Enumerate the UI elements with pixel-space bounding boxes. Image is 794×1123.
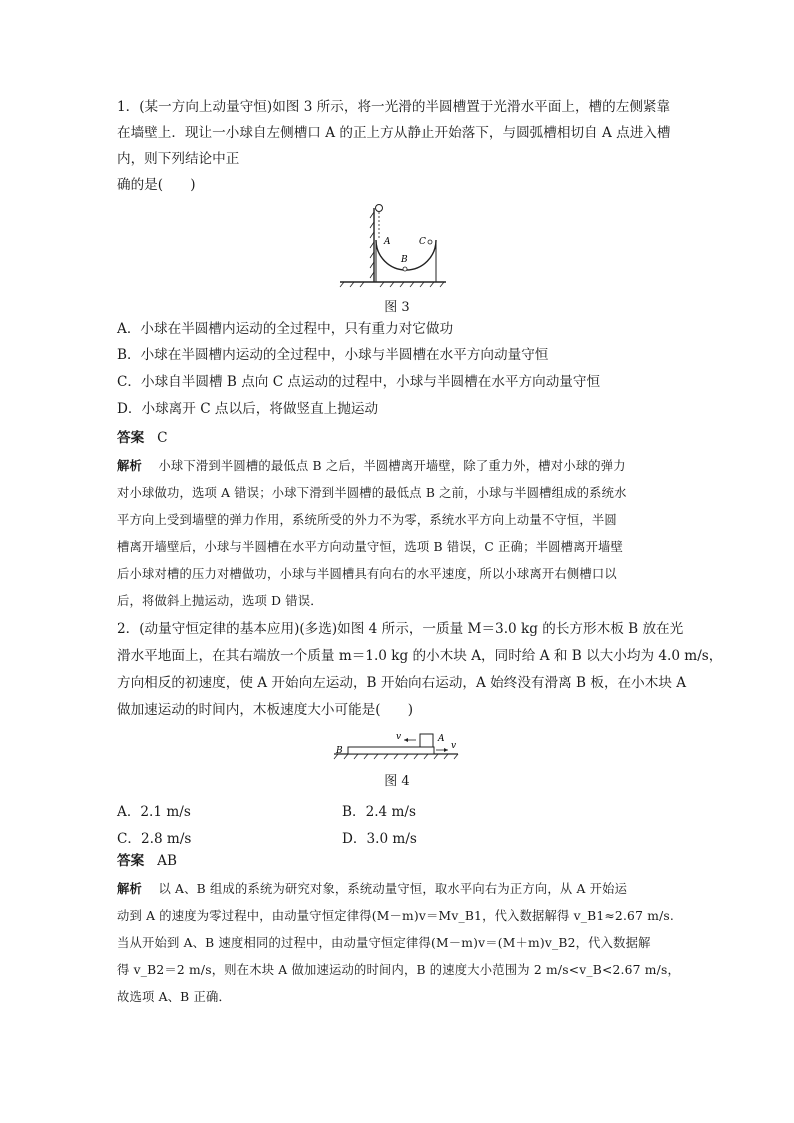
q1-line-4: 确的是( ) [117,177,196,193]
q1-analysis-line-5: 后小球对槽的压力对槽做功，小球与半圆槽具有向右的水平速度，所以小球离开右侧槽口以 [117,567,617,581]
q2-option-b: B．2.4 m/s [342,804,416,820]
q1-analysis-label: 解析 [117,458,142,473]
q1-answer-label: 答案 [117,430,145,446]
q1-analysis-line-3: 平方向上受到墙壁的弹力作用，系统所受的外力不为零，系统水平方向上动量不守恒，半圆 [117,513,617,527]
figure-4-label-board: B [336,746,343,756]
q2-line-2: 滑水平地面上，在其右端放一个质量 m＝1.0 kg 的小木块 A，同时给 A 和 B 以大小均为 4.0 m/s， [117,648,723,664]
q2-answer-label: 答案 [117,853,145,869]
q2-line-4: 做加速运动的时间内，木板速度大小可能是( ) [117,702,414,718]
q1-analysis-line-2: 对小球做功，选项 A 错误；小球下滑到半圆槽的最低点 B 之前，小球与半圆槽组成的系统水 [117,486,627,500]
q1-option-d: D．小球离开 C 点以后，将做竖直上抛运动 [117,401,379,417]
q2-analysis-line-1: 解析 以 A、B 组成的系统为研究对象，系统动量守恒，取水平向右为正方向，从 A 开始运 [117,881,628,896]
figure-3-diagram [330,198,450,290]
q1-option-b: B．小球在半圆槽内运动的全过程中，小球与半圆槽在水平方向动量守恒 [117,347,549,363]
q1-option-c: C．小球自半圆槽 B 点向 C 点运动的过程中，小球与半圆槽在水平方向动量守恒 [117,374,601,390]
q1-option-a: A．小球在半圆槽内运动的全过程中，只有重力对它做功 [117,321,454,337]
figure-4-diagram [330,726,464,762]
figure-4-label-v-right: v [451,741,457,751]
q2-line-3: 方向相反的初速度，使 A 开始向左运动，B 开始向右运动，A 始终没有滑离 B 板，在小木块 A [117,675,687,691]
q2-analysis-line-5: 故选项 A、B 正确． [117,990,232,1004]
q2-answer-row [117,848,677,875]
q2-analysis-line-2: 动到 A 的速度为零过程中，由动量守恒定律得(M－m)v＝Mv_B1，代入数据解得 v_B1≈2.67 m/s. [117,909,675,923]
figure-3-label-c: C [419,237,426,247]
q2-line-1: 2．(动量守恒定律的基本应用)(多选)如图 4 所示，一质量 M＝3.0 kg 的长方形木板 B 放在光 [117,621,684,637]
q1-answer-row [117,425,677,452]
q1-analysis-line-1: 解析 小球下滑到半圆槽的最低点 B 之后，半圆槽离开墙壁，除了重力外，槽对小球的弹力 [117,458,626,473]
q2-option-c: C．2.8 m/s [117,831,192,847]
q1-line-2: 在墙壁上．现让一小球自左侧槽口 A 的正上方从静止开始落下，与圆弧槽相切自 A 点进入槽 [117,125,671,141]
figure-4-caption: 图 4 [384,774,410,789]
q1-analysis-line-6: 后，将做斜上抛运动，选项 D 错误． [117,594,323,608]
figure-4-label-block: A [438,734,445,744]
q2-option-d: D．3.0 m/s [342,831,417,847]
q2-analysis-line-4: 得 v_B2＝2 m/s，则在木块 A 做加速运动的时间内，B 的速度大小范围为 2 m/s<v_B<2.67 m/s， [117,963,680,977]
q1-analysis-line-4: 槽离开墙壁后，小球与半圆槽在水平方向动量守恒，选项 B 错误，C 正确；半圆槽离开墙壁 [117,540,624,554]
figure-4-label-v-left: v [396,732,402,742]
q1-line-3: 内，则下列结论中正 [117,151,240,167]
q2-analysis-line-3: 当从开始到 A、B 速度相同的过程中，由动量守恒定律得(M－m)v＝(M＋m)v_B2，代入数据解 [117,936,651,950]
figure-3-label-a: A [384,237,391,247]
figure-3-caption: 图 3 [384,300,410,315]
q1-line-1: 1．(某一方向上动量守恒)如图 3 所示，将一光滑的半圆槽置于光滑水平面上，槽的左侧紧靠 [117,99,671,115]
figure-3-label-b: B [401,255,408,265]
q2-answer-value: AB [157,853,177,869]
q2-analysis-label: 解析 [117,881,142,896]
q2-option-a: A．2.1 m/s [117,804,191,820]
q1-answer-value: C [157,430,168,446]
